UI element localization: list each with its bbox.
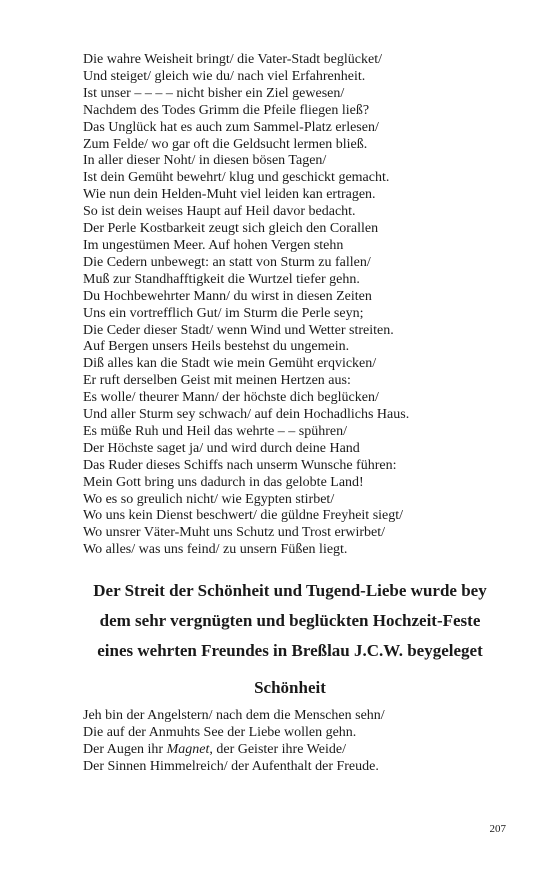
page-number: 207 [489, 823, 506, 835]
poem-line: Nachdem des Todes Grimm die Pfeile fliegen ließ? [83, 102, 370, 118]
poem-stanza-second [83, 708, 523, 776]
poem-line: Der Höchste saget ja/ und wird durch deine Hand [83, 440, 360, 456]
poem-line: Du Hochbewehrter Mann/ du wirst in diesen Zeiten [83, 288, 372, 304]
section-heading [60, 576, 520, 666]
poem-line: Zum Felde/ wo gar oft die Geldsucht lermen bließ. [83, 136, 368, 152]
heading-line: dem sehr vergnügten und beglückten Hochzeit-Feste [99, 611, 481, 630]
poem-line: Er ruft derselben Geist mit meinen Hertzen aus: [83, 373, 351, 389]
poem-line: In aller dieser Noht/ in diesen bösen Tagen/ [83, 153, 327, 169]
poem-line: Ist unser – – – – nicht bisher ein Ziel gewesen/ [83, 85, 345, 101]
poem-line: Uns ein vortrefflich Gut/ im Sturm die Perle seyn; [83, 305, 364, 321]
poem-line: Wo alles/ was uns feind/ zu unsern Füßen liegt. [83, 542, 348, 558]
poem-line [83, 742, 523, 759]
speaker-heading: Schönheit [254, 678, 326, 697]
poem-line-text: Der Augen ihr [83, 741, 167, 757]
poem-line: Die auf der Anmuhts See der Liebe wollen gehn. [83, 724, 357, 740]
poem-line: So ist dein weises Haupt auf Heil davor bedacht. [83, 204, 356, 220]
poem-line: Jeh bin der Angelstern/ nach dem die Menschen sehn/ [83, 708, 385, 723]
poem-line: Der Perle Kostbarkeit zeugt sich gleich den Corallen [83, 221, 379, 237]
poem-line: Wie nun dein Helden-Muht viel leiden kan ertragen. [83, 187, 376, 203]
poem-line: Die Ceder dieser Stadt/ wenn Wind und Wetter streiten. [83, 322, 394, 338]
poem-line: Der Sinnen Himmelreich/ der Aufenthalt der Freude. [83, 758, 379, 774]
poem-line: Und steiget/ gleich wie du/ nach viel Erfahrenheit. [83, 68, 366, 84]
heading-line: eines wehrten Freundes in Breßlau J.C.W. beygeleget [97, 641, 483, 660]
poem-line-text: , der Geister ihre Weide/ [209, 741, 346, 757]
poem-line: Die Cedern unbewegt: an statt von Sturm zu fallen/ [83, 254, 371, 270]
italic-word: Magnet [166, 741, 210, 757]
poem-stanza [83, 52, 523, 559]
poem-line: Die wahre Weisheit bringt/ die Vater-Stadt beglücket/ [83, 52, 382, 67]
poem-line: Das Unglück hat es auch zum Sammel-Platz erlesen/ [83, 119, 379, 135]
heading-line: Der Streit der Schönheit und Tugend-Liebe wurde bey [93, 581, 487, 600]
poem-line: Im ungestümen Meer. Auf hohen Vergen stehn [83, 237, 344, 253]
poem-line: Und aller Sturm sey schwach/ auf dein Hochadlichs Haus. [83, 407, 410, 423]
poem-line: Diß alles kan die Stadt wie mein Gemüht erqvicken/ [83, 356, 377, 372]
poem-line: Auf Bergen unsers Heils bestehst du ungemein. [83, 339, 350, 355]
poem-line: Wo unsrer Väter-Muht uns Schutz und Trost erwirbet/ [83, 525, 386, 541]
poem-line: Mein Gott bring uns dadurch in das gelobte Land! [83, 474, 364, 490]
poem-line: Das Ruder dieses Schiffs nach unserm Wunsche führen: [83, 457, 397, 473]
poem-line: Es wolle/ theurer Mann/ der höchste dich beglücken/ [83, 390, 379, 406]
poem-line: Ist dein Gemüht bewehrt/ klug und geschickt gemacht. [83, 170, 390, 186]
poem-line: Wo es so greulich nicht/ wie Egypten stirbet/ [83, 491, 335, 507]
poem-line: Muß zur Standhafftigkeit die Wurtzel tiefer gehn. [83, 271, 360, 287]
poem-line: Wo uns kein Dienst beschwert/ die güldne Freyheit siegt/ [83, 508, 404, 524]
poem-line: Es müße Ruh und Heil das wehrte – – spühren/ [83, 423, 348, 439]
